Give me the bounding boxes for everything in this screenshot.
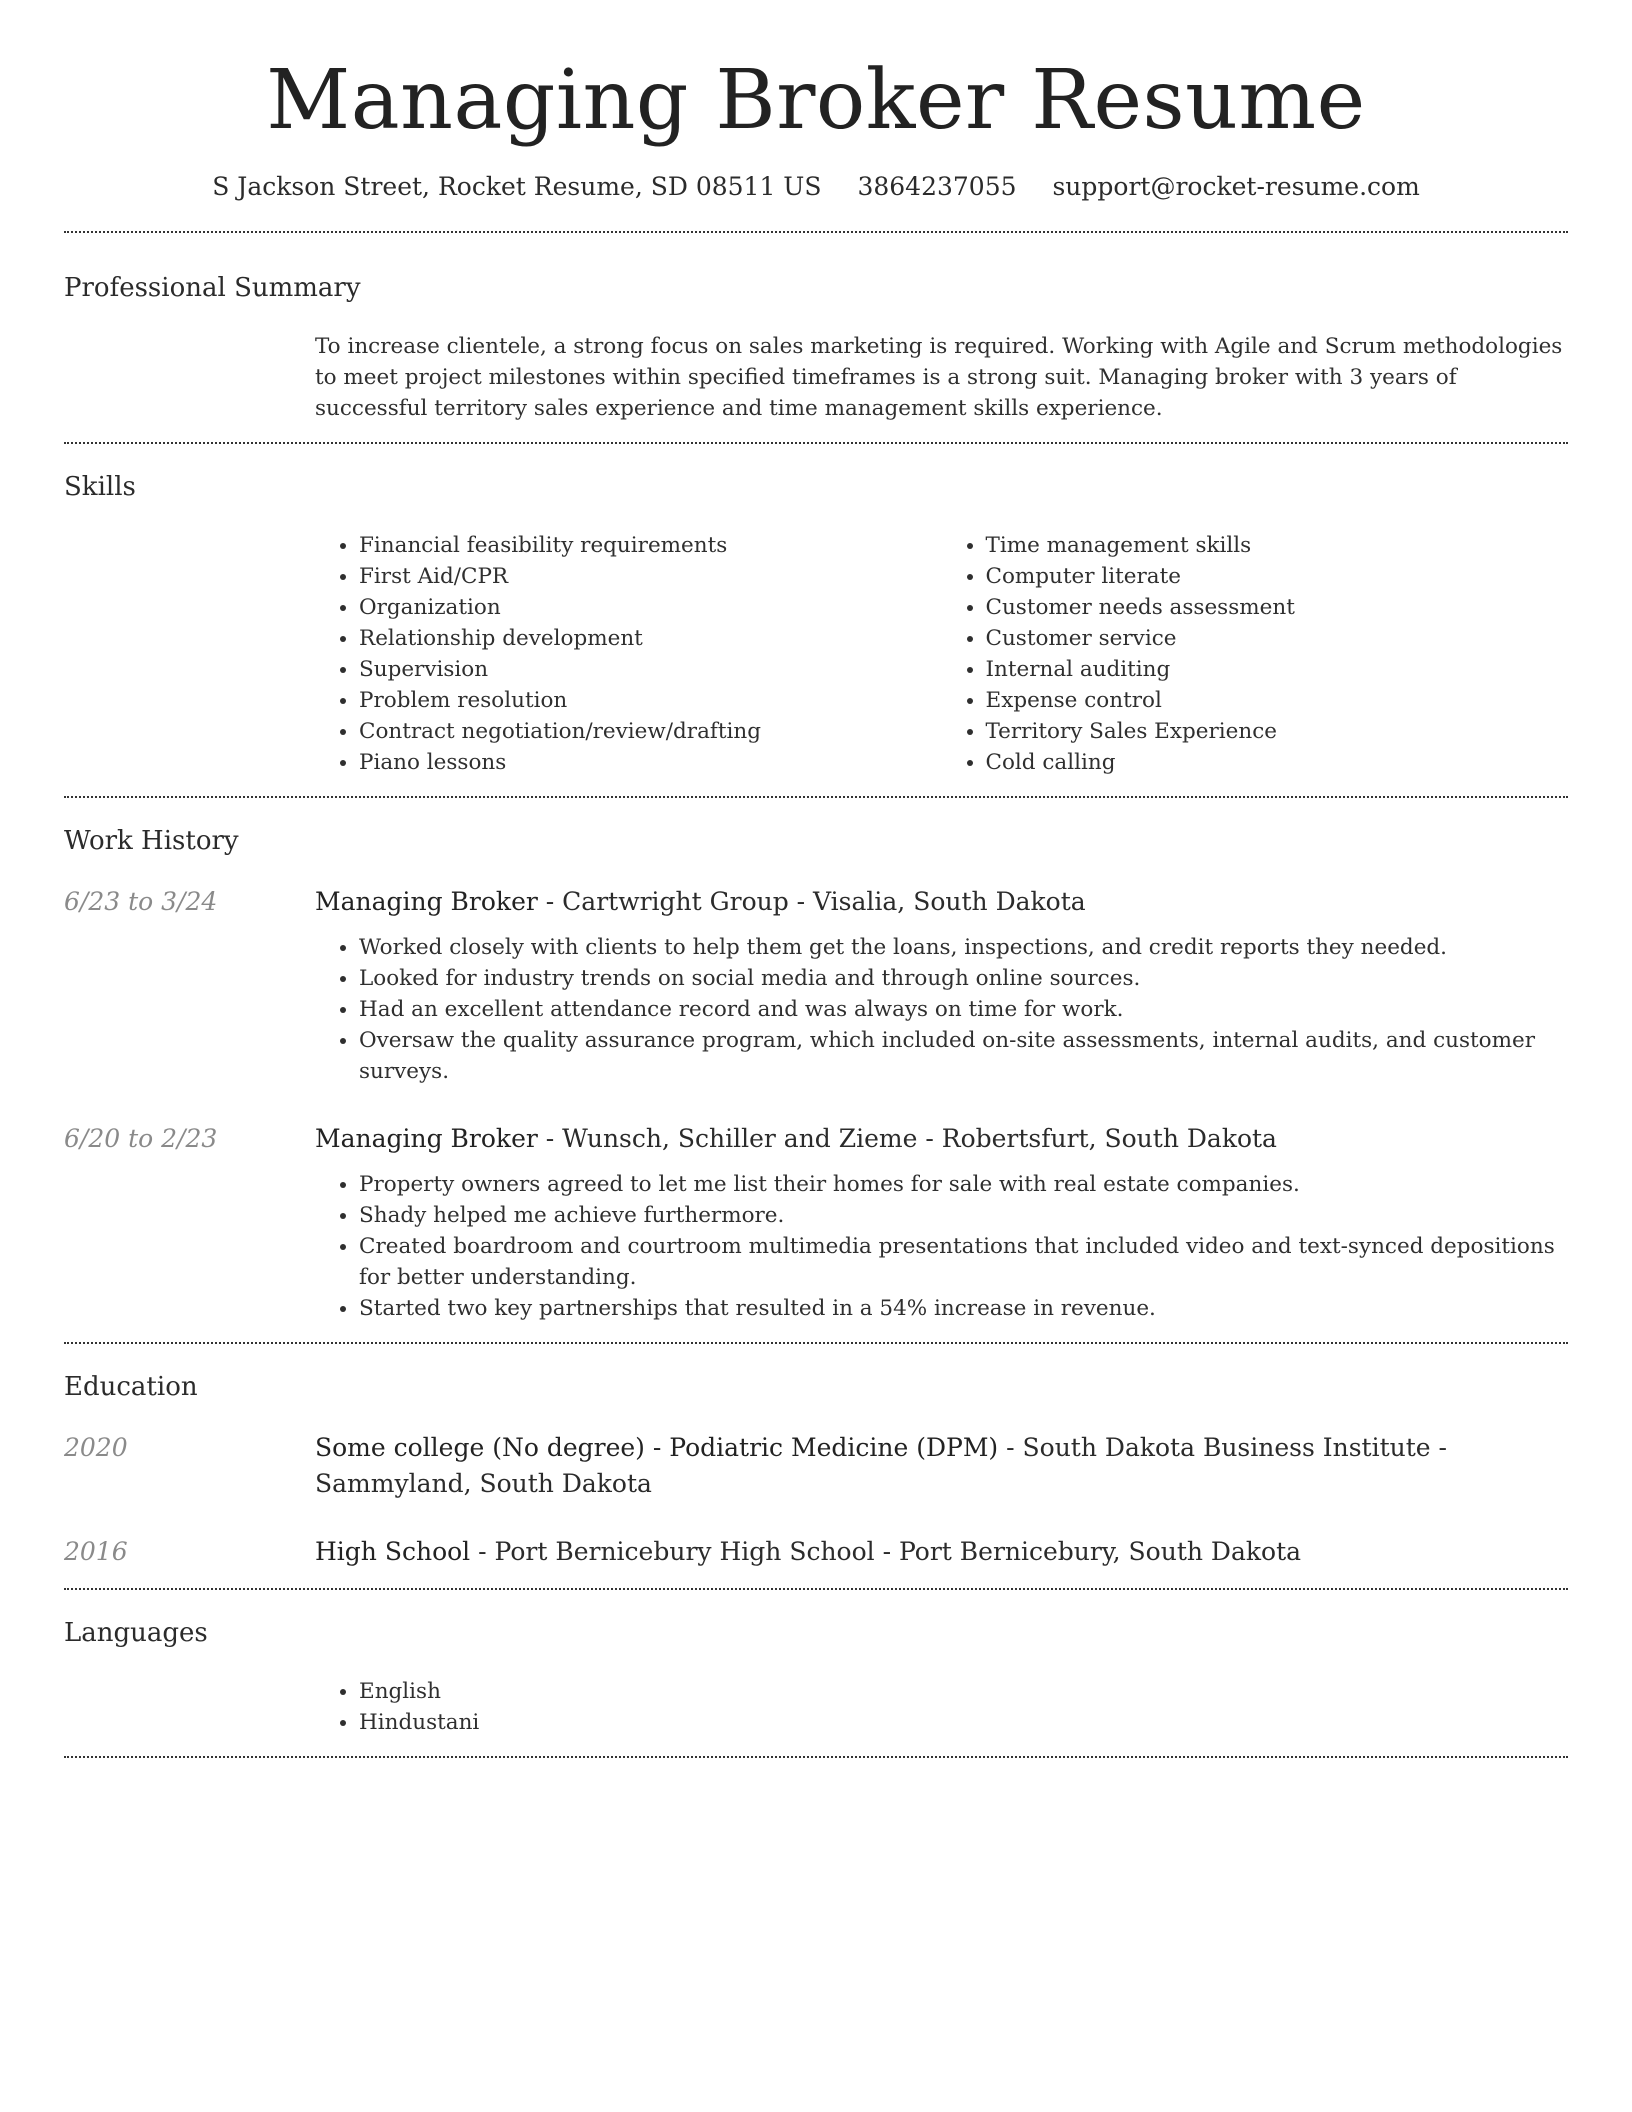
job-body	[315, 1121, 1568, 1324]
summary-section	[64, 233, 1568, 442]
section-title-summary: Professional Summary	[64, 273, 361, 304]
divider	[64, 1756, 1568, 1758]
skill-item: • Relationship development	[359, 623, 942, 654]
education-details: - Port Bernicebury High School - Port Bernicebury, South Dakota	[470, 1537, 1302, 1567]
summary-left-spacer	[64, 331, 315, 424]
skill-item: • Time management skills	[986, 530, 1569, 561]
education-section	[64, 1344, 1568, 1588]
summary-text: To increase clientele, a strong focus on sales marketing is required. Working with Agile and Scrum methodologies to meet project milestones within specified timeframes is a strong suit. Managing broker with 3 years of successful territory sales experience and time management skills experience.	[315, 334, 1563, 422]
section-title-skills: Skills	[64, 472, 136, 503]
contact-email: support@rocket-resume.com	[1052, 172, 1420, 202]
section-title-education: Education	[64, 1372, 198, 1403]
skill-item: • Organization	[359, 592, 942, 623]
job-bullet: • Property owners agreed to let me list their homes for sale with real estate companies.	[359, 1169, 1568, 1200]
skills-left-spacer	[64, 530, 315, 778]
languages-section	[64, 1590, 1568, 1756]
summary-body	[315, 331, 1568, 424]
job-bullet: • Oversaw the quality assurance program, which included on-site assessments, internal audits, and customer surveys.	[359, 1025, 1568, 1087]
job-role: Managing Broker	[315, 887, 538, 917]
skill-item: • Territory Sales Experience	[986, 716, 1569, 747]
skills-list-right	[942, 530, 1569, 778]
job-role: Managing Broker	[315, 1124, 538, 1154]
education-degree: High School	[315, 1537, 471, 1567]
skills-row	[64, 530, 1568, 778]
work-section	[64, 798, 1568, 1342]
section-title-languages: Languages	[64, 1618, 208, 1649]
education-entry	[64, 1534, 1568, 1570]
language-item: • English	[359, 1676, 1568, 1707]
skill-item: • Computer literate	[986, 561, 1569, 592]
job-dates: 6/23 to 3/24	[64, 887, 218, 917]
skill-item: • Contract negotiation/review/drafting	[359, 716, 942, 747]
education-degree: Some college (No degree) - Podiatric Medicine (DPM)	[315, 1433, 999, 1463]
contact-phone: 3864237055	[857, 172, 1017, 202]
job-details: - Cartwright Group - Visalia, South Dakota	[537, 887, 1086, 917]
skill-item: • Customer service	[986, 623, 1569, 654]
education-title	[315, 1430, 1568, 1502]
language-item: • Hindustani	[359, 1707, 1568, 1738]
job-title	[315, 884, 1568, 920]
job-bullet: • Had an excellent attendance record and was always on time for work.	[359, 994, 1568, 1025]
languages-left-spacer	[64, 1676, 315, 1738]
job-dates: 6/20 to 2/23	[64, 1124, 218, 1154]
contact-address: S Jackson Street, Rocket Resume, SD 08511 US	[212, 172, 822, 202]
skill-item: • Customer needs assessment	[986, 592, 1569, 623]
education-title	[315, 1534, 1568, 1570]
job-bullet: • Started two key partnerships that resulted in a 54% increase in revenue.	[359, 1293, 1568, 1324]
skill-item: • Cold calling	[986, 747, 1569, 778]
education-entry	[64, 1430, 1568, 1502]
contact-line	[64, 172, 1568, 201]
skill-item: • Supervision	[359, 654, 942, 685]
job-details: - Wunsch, Schiller and Zieme - Robertsfurt, South Dakota	[537, 1124, 1277, 1154]
job-title	[315, 1121, 1568, 1157]
job-bullet: • Looked for industry trends on social media and through online sources.	[359, 963, 1568, 994]
job-bullet: • Worked closely with clients to help them get the loans, inspections, and credit reports they needed.	[359, 932, 1568, 963]
languages-row	[64, 1676, 1568, 1738]
education-body	[315, 1534, 1568, 1570]
skill-item: • Expense control	[986, 685, 1569, 716]
education-year: 2016	[64, 1537, 128, 1567]
languages-list	[315, 1676, 1568, 1738]
page-title: Managing Broker Resume	[266, 53, 1366, 148]
job-bullets	[315, 1169, 1568, 1324]
skills-list-left	[315, 530, 942, 778]
job-bullet: • Created boardroom and courtroom multimedia presentations that included video and text-synced depositions for better understanding.	[359, 1231, 1568, 1293]
skill-item: • Financial feasibility requirements	[359, 530, 942, 561]
skills-section	[64, 444, 1568, 796]
education-year: 2020	[64, 1433, 128, 1463]
job-bullet: • Shady helped me achieve furthermore.	[359, 1200, 1568, 1231]
summary-row	[64, 331, 1568, 424]
skill-item: • Internal auditing	[986, 654, 1569, 685]
job-entry	[64, 884, 1568, 1087]
education-body	[315, 1430, 1568, 1502]
skill-item: • Problem resolution	[359, 685, 942, 716]
skill-item: • Piano lessons	[359, 747, 942, 778]
job-bullets	[315, 932, 1568, 1087]
skills-grid	[315, 530, 1568, 778]
skill-item: • First Aid/CPR	[359, 561, 942, 592]
job-entry	[64, 1121, 1568, 1324]
job-body	[315, 884, 1568, 1087]
languages-body	[315, 1676, 1568, 1738]
section-title-work: Work History	[64, 826, 239, 857]
education-details: - South Dakota Business Institute - Sammyland, South Dakota	[315, 1433, 1447, 1499]
